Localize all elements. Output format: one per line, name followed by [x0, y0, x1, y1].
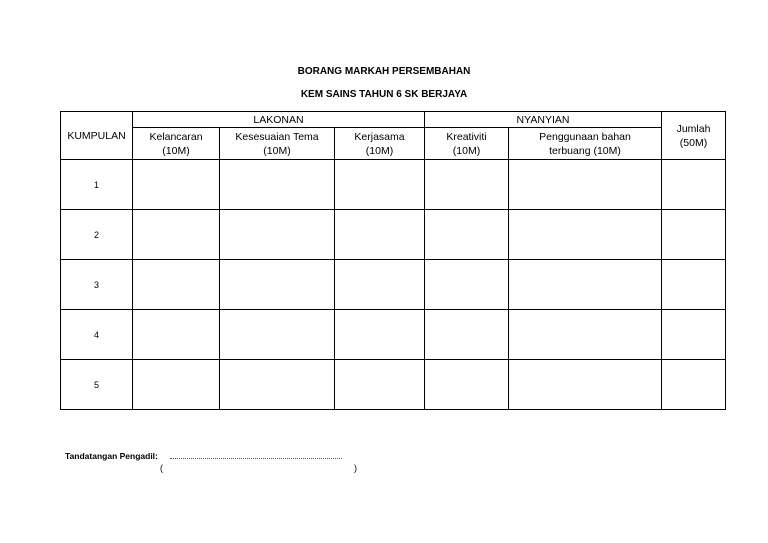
- total-label: Jumlah: [676, 122, 711, 135]
- score-cell[interactable]: [425, 360, 509, 410]
- score-cell[interactable]: [133, 260, 220, 310]
- criterion-name: Kelancaran: [149, 130, 203, 143]
- criterion-header: [335, 128, 425, 160]
- score-cell[interactable]: [509, 260, 662, 310]
- nyanyian-header: NYANYIAN: [425, 112, 662, 128]
- score-cell[interactable]: [425, 310, 509, 360]
- table-row: [61, 160, 726, 210]
- group-column-header: KUMPULAN: [61, 112, 133, 160]
- criterion-max: (10M): [365, 144, 394, 157]
- total-cell[interactable]: [662, 210, 726, 260]
- group-number: 1: [61, 160, 133, 210]
- group-number: 5: [61, 360, 133, 410]
- score-cell[interactable]: [220, 160, 335, 210]
- name-close-paren: ): [354, 463, 357, 473]
- signature-line[interactable]: [170, 458, 342, 459]
- score-cell[interactable]: [133, 360, 220, 410]
- total-cell[interactable]: [662, 160, 726, 210]
- score-cell[interactable]: [220, 360, 335, 410]
- total-cell[interactable]: [662, 310, 726, 360]
- group-number: 4: [61, 310, 133, 360]
- score-cell[interactable]: [335, 210, 425, 260]
- criterion-max: (10M): [162, 144, 190, 157]
- total-max: (50M): [679, 136, 708, 149]
- group-number: 3: [61, 260, 133, 310]
- score-cell[interactable]: [509, 310, 662, 360]
- score-cell[interactable]: [509, 160, 662, 210]
- score-cell[interactable]: [133, 210, 220, 260]
- name-open-paren: (: [160, 463, 163, 473]
- table-row: [61, 210, 726, 260]
- score-cell[interactable]: [335, 160, 425, 210]
- criterion-name: Kesesuaian Tema: [235, 130, 319, 143]
- total-cell[interactable]: [662, 360, 726, 410]
- score-cell[interactable]: [425, 160, 509, 210]
- form-title: BORANG MARKAH PERSEMBAHAN: [297, 66, 471, 77]
- score-cell[interactable]: [220, 260, 335, 310]
- score-cell[interactable]: [335, 360, 425, 410]
- score-cell[interactable]: [335, 310, 425, 360]
- form-subtitle: KEM SAINS TAHUN 6 SK BERJAYA: [300, 89, 468, 100]
- table-row: [61, 360, 726, 410]
- score-cell[interactable]: [509, 360, 662, 410]
- score-cell[interactable]: [220, 310, 335, 360]
- criterion-header: [509, 128, 662, 160]
- criterion-header: [133, 128, 220, 160]
- criterion-max: (10M): [263, 144, 291, 157]
- criterion-header: [425, 128, 509, 160]
- table-row: [61, 310, 726, 360]
- group-number: 2: [61, 210, 133, 260]
- criterion-header: [220, 128, 335, 160]
- score-cell[interactable]: [509, 210, 662, 260]
- criterion-name: Penggunaan bahan: [539, 130, 631, 143]
- score-cell[interactable]: [133, 160, 220, 210]
- lakonan-header: LAKONAN: [133, 112, 425, 128]
- score-table: [60, 111, 726, 410]
- signature-label: Tandatangan Pengadil:: [65, 451, 158, 461]
- criterion-name: Kreativiti: [446, 130, 487, 143]
- total-column-header: [662, 112, 726, 160]
- criterion-max: terbuang (10M): [549, 144, 621, 157]
- score-cell[interactable]: [425, 260, 509, 310]
- score-cell[interactable]: [425, 210, 509, 260]
- table-row: [61, 260, 726, 310]
- score-cell[interactable]: [133, 310, 220, 360]
- total-cell[interactable]: [662, 260, 726, 310]
- criterion-max: (10M): [452, 144, 481, 157]
- criterion-name: Kerjasama: [354, 130, 405, 143]
- score-cell[interactable]: [335, 260, 425, 310]
- score-cell[interactable]: [220, 210, 335, 260]
